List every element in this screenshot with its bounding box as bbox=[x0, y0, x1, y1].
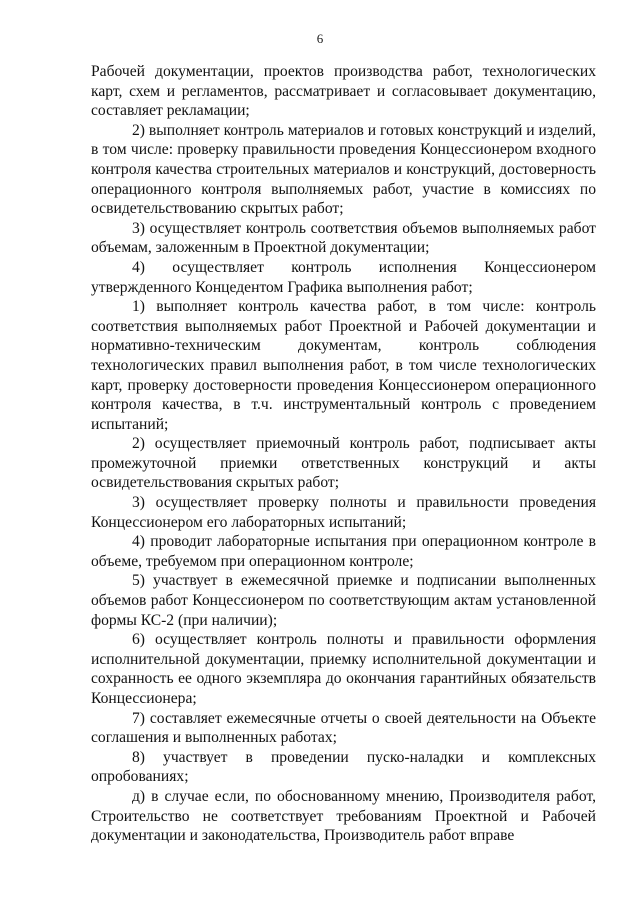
paragraph-item-1-quality-control: 1) выполняет контроль качества работ, в том числе: контроль соответствия выполняемых работ Проектной и Рабочей документации и нормативно-техническим документам, контроль соблюдения технологических правил выполнения работ, в том числе технологических карт, проверку достоверности проведения Концессионером операционного контроля качества, в т.ч. инструментальный контроль с проведением испытаний; bbox=[91, 298, 596, 433]
paragraph-item-5-monthly-acceptance: 5) участвует в ежемесячной приемке и подписании выполненных объемов работ Концессионером по соответствующим актам установленной формы КС-2 (при наличии); bbox=[91, 572, 596, 629]
paragraph-item-2-materials-control: 2) выполняет контроль материалов и готовых конструкций и изделий, в том числе: проверку правильности проведения Концессионером входного контроля качества строительных материалов и конструкций, достоверность операционного контроля выполняемых работ, участие в комиссиях по освидетельствованию скрытых работ; bbox=[91, 121, 596, 218]
paragraph-continuation: Рабочей документации, проектов производства работ, технологических карт, схем и регламентов, рассматривает и согласовывает документацию, составляет рекламации; bbox=[91, 63, 596, 120]
paragraph-item-6-documentation-control: 6) осуществляет контроль полноты и правильности оформления исполнительной документации, приемку исполнительной документации и сохранность ее одного экземпляра до окончания гарантийных обязательств Концессионера; bbox=[91, 631, 596, 707]
paragraph-item-4-schedule-control: 4) осуществляет контроль исполнения Концессионером утвержденного Концедентом Графика выполнения работ; bbox=[91, 258, 596, 296]
paragraph-item-7-monthly-reports: 7) составляет ежемесячные отчеты о своей деятельности на Объекте соглашения и выполненных работах; bbox=[91, 709, 596, 747]
paragraph-item-2-acceptance-control: 2) осуществляет приемочный контроль работ, подписывает акты промежуточной приемки ответственных конструкций и акты освидетельствования скрытых работ; bbox=[91, 435, 596, 492]
paragraph-item-3-volume-control: 3) осуществляет контроль соответствия объемов выполняемых работ объемам, заложенным в Проектной документации; bbox=[91, 219, 596, 257]
paragraph-item-3-lab-tests-check: 3) осуществляет проверку полноты и правильности проведения Концессионером его лабораторных испытаний; bbox=[91, 494, 596, 531]
paragraph-item-8-commissioning: 8) участвует в проведении пуско-наладки и комплексных опробованиях; bbox=[91, 748, 596, 786]
document-body bbox=[91, 62, 596, 846]
page-number: 6 bbox=[316, 31, 324, 46]
paragraph-item-4-lab-tests: 4) проводит лабораторные испытания при операционном контроле в объеме, требуемом при операционном контроле; bbox=[91, 533, 596, 570]
paragraph-item-d-noncompliance: д) в случае если, по обоснованному мнению, Производителя работ, Строительство не соответствует требованиям Проектной и Рабочей документации и законодательства, Производитель работ вправе bbox=[91, 787, 596, 845]
